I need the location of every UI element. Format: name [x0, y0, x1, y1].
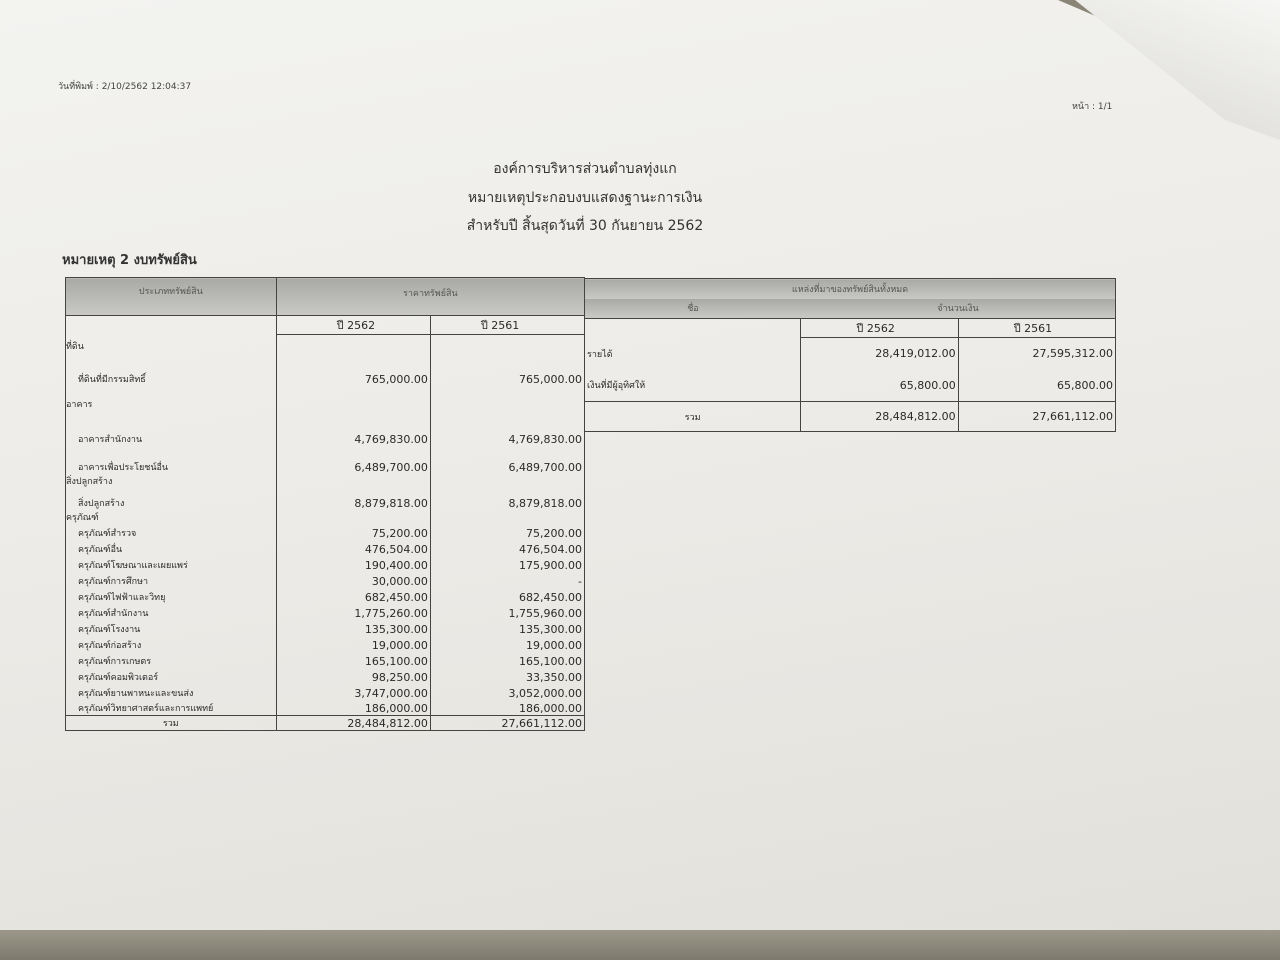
asset-row-label: อาคารเพื่อประโยชน์อื่น [66, 446, 277, 474]
asset-row-label: ครุภัณฑ์ยานพาหนะและขนส่ง [66, 684, 277, 700]
asset-row-2561: 135,300.00 [430, 620, 584, 636]
asset-row-2561 [430, 335, 584, 353]
asset-row-2561: 682,450.00 [430, 588, 584, 604]
asset-row-2562: 186,000.00 [276, 700, 430, 716]
asset-row [66, 620, 585, 636]
asset-row [66, 700, 585, 716]
asset-row-2561: 165,100.00 [430, 652, 584, 668]
asset-row-2561: 19,000.00 [430, 636, 584, 652]
source-row-label: เงินที่มีผู้อุทิศให้ [585, 370, 801, 402]
asset-row-2561: 186,000.00 [430, 700, 584, 716]
asset-row-2561: 765,000.00 [430, 353, 584, 386]
year-2561-header: ปี 2561 [430, 316, 584, 335]
asset-row [66, 386, 585, 411]
asset-row [66, 474, 585, 488]
asset-row [66, 540, 585, 556]
asset-row-2561 [430, 474, 584, 488]
asset-row-label: ครุภัณฑ์ไฟฟ้าและวิทยุ [66, 588, 277, 604]
asset-row-2562 [276, 386, 430, 411]
asset-year-row [66, 316, 585, 335]
asset-row [66, 604, 585, 620]
asset-row-2562: 476,504.00 [276, 540, 430, 556]
asset-row-2561: - [430, 572, 584, 588]
asset-row-2562 [276, 510, 430, 524]
asset-row-2562: 682,450.00 [276, 588, 430, 604]
asset-row [66, 510, 585, 524]
asset-row-2561: 1,755,960.00 [430, 604, 584, 620]
asset-row-2561: 476,504.00 [430, 540, 584, 556]
total-2561: 27,661,112.00 [430, 716, 584, 731]
source-table-body [585, 338, 1116, 402]
asset-table-header [66, 278, 585, 316]
source-row-2562: 28,419,012.00 [801, 338, 958, 370]
source-row-2562: 65,800.00 [801, 370, 958, 402]
asset-row-2561: 8,879,818.00 [430, 488, 584, 510]
asset-table-body [66, 335, 585, 716]
asset-row-2562 [276, 335, 430, 353]
asset-row-label: ครุภัณฑ์การเกษตร [66, 652, 277, 668]
asset-row-label: ครุภัณฑ์โฆษณาและเผยแพร่ [66, 556, 277, 572]
asset-row-2562: 165,100.00 [276, 652, 430, 668]
asset-row-2562: 190,400.00 [276, 556, 430, 572]
asset-row-2562: 6,489,700.00 [276, 446, 430, 474]
asset-row-2562: 30,000.00 [276, 572, 430, 588]
desk-edge [0, 930, 1280, 960]
asset-row-label: ครุภัณฑ์ [66, 510, 277, 524]
asset-row-2562: 19,000.00 [276, 636, 430, 652]
asset-row-label: ครุภัณฑ์การศึกษา [66, 572, 277, 588]
asset-row-label: สิ่งปลูกสร้าง [66, 488, 277, 510]
asset-row [66, 588, 585, 604]
col-asset-price: ราคาทรัพย์สิน [276, 278, 584, 316]
asset-row-2561: 75,200.00 [430, 524, 584, 540]
col-source: แหล่งที่มาของทรัพย์สินทั้งหมด [585, 279, 1116, 299]
asset-row [66, 572, 585, 588]
asset-row [66, 668, 585, 684]
asset-row [66, 636, 585, 652]
col-name: ชื่อ [585, 299, 801, 319]
asset-row-2562: 3,747,000.00 [276, 684, 430, 700]
asset-row-2561: 6,489,700.00 [430, 446, 584, 474]
asset-row-2562: 135,300.00 [276, 620, 430, 636]
asset-row-2561: 175,900.00 [430, 556, 584, 572]
asset-total-row [66, 716, 585, 731]
year-2562-header: ปี 2562 [276, 316, 430, 335]
asset-row-label: อาคาร [66, 386, 277, 411]
asset-row-label: ครุภัณฑ์คอมพิวเตอร์ [66, 668, 277, 684]
source-total-row [585, 402, 1116, 432]
asset-row-2562: 8,879,818.00 [276, 488, 430, 510]
asset-row-label: ครุภัณฑ์อื่น [66, 540, 277, 556]
asset-row-2562: 765,000.00 [276, 353, 430, 386]
asset-row [66, 446, 585, 474]
source-row [585, 370, 1116, 402]
asset-row [66, 652, 585, 668]
asset-row-label: ครุภัณฑ์ก่อสร้าง [66, 636, 277, 652]
asset-row-label: ครุภัณฑ์วิทยาศาสตร์และการแพทย์ [66, 700, 277, 716]
asset-row [66, 524, 585, 540]
org-title: องค์การบริหารส่วนตำบลทุ่งแก [493, 161, 677, 177]
period-title: สำหรับปี สิ้นสุดวันที่ 30 กันยายน 2562 [466, 218, 704, 234]
asset-row-2562 [276, 474, 430, 488]
col-asset-type: ประเภททรัพย์สิน [66, 278, 277, 316]
asset-row-2561: 4,769,830.00 [430, 411, 584, 446]
asset-row [66, 556, 585, 572]
asset-row-2561: 3,052,000.00 [430, 684, 584, 700]
src-year-2562-header: ปี 2562 [801, 319, 958, 338]
asset-row-label: ที่ดินที่มีกรรมสิทธิ์ [66, 353, 277, 386]
total-label: รวม [66, 716, 277, 731]
asset-row-label: ครุภัณฑ์สำนักงาน [66, 604, 277, 620]
asset-row-2562: 98,250.00 [276, 668, 430, 684]
src-total-label: รวม [585, 402, 801, 432]
asset-row-2562: 75,200.00 [276, 524, 430, 540]
asset-row [66, 411, 585, 446]
col-amount: จำนวนเงิน [801, 299, 1116, 319]
asset-row [66, 353, 585, 386]
note-title: หมายเหตุ 2 งบทรัพย์สิน [62, 253, 197, 268]
asset-row-label: สิ่งปลูกสร้าง [66, 474, 277, 488]
src-total-2561: 27,661,112.00 [958, 402, 1115, 432]
print-date: วันที่พิมพ์ : 2/10/2562 12:04:37 [58, 82, 192, 92]
asset-row [66, 684, 585, 700]
source-row-2561: 27,595,312.00 [958, 338, 1115, 370]
asset-table [65, 277, 585, 731]
src-year-2561-header: ปี 2561 [958, 319, 1115, 338]
report-title: หมายเหตุประกอบงบแสดงฐานะการเงิน [467, 190, 703, 206]
asset-row-2561 [430, 510, 584, 524]
page-number: หน้า : 1/1 [1072, 102, 1113, 112]
asset-row-2561 [430, 386, 584, 411]
asset-row-2562: 1,775,260.00 [276, 604, 430, 620]
asset-row-2561: 33,350.00 [430, 668, 584, 684]
asset-row-label: อาคารสำนักงาน [66, 411, 277, 446]
source-table [584, 278, 1116, 432]
source-row-2561: 65,800.00 [958, 370, 1115, 402]
asset-row-label: ครุภัณฑ์สำรวจ [66, 524, 277, 540]
total-2562: 28,484,812.00 [276, 716, 430, 731]
source-row-label: รายได้ [585, 338, 801, 370]
asset-row-label: ครุภัณฑ์โรงงาน [66, 620, 277, 636]
asset-row-2562: 4,769,830.00 [276, 411, 430, 446]
asset-row [66, 335, 585, 353]
src-total-2562: 28,484,812.00 [801, 402, 958, 432]
asset-row [66, 488, 585, 510]
source-row [585, 338, 1116, 370]
asset-row-label: ที่ดิน [66, 335, 277, 353]
